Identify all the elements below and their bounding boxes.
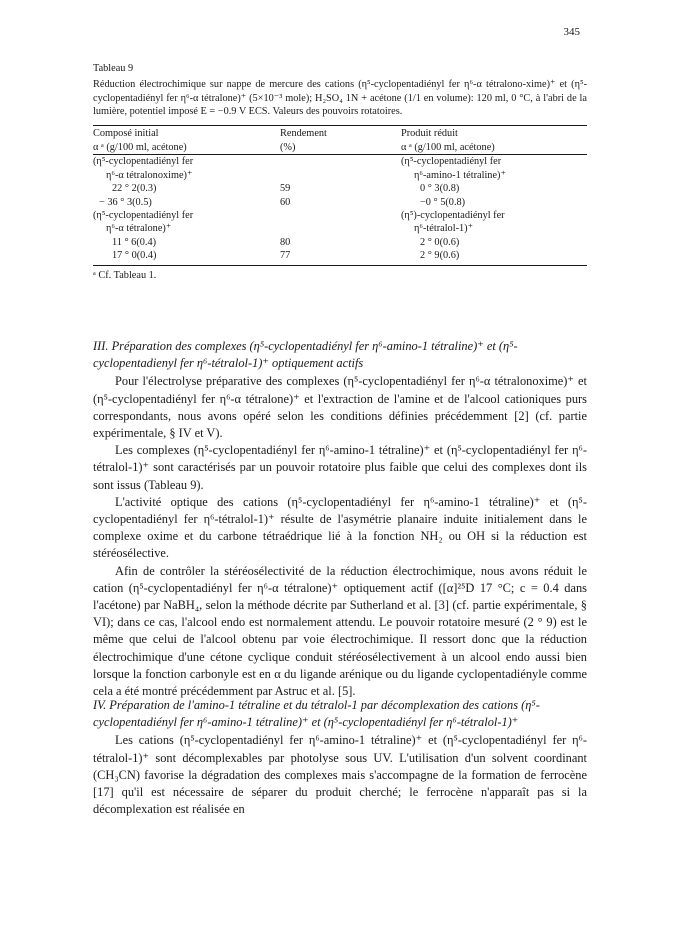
paragraph: L'activité optique des cations (η⁵-cyclopentadiényl fer η⁶-amino-1 tétraline)⁺ et (η⁵-cyclopentadiényl fer η⁶-tétralol-1)⁺ résulte de l'asymétrie planaire induite initialement dans le complexe oxime et du carbone tétraédrique lié à la fonction NH₂ ou OH si la réduction est stéréosélective. <box>93 494 587 561</box>
table-cell: 59 <box>280 183 291 195</box>
header-cell: Produit réduit <box>401 125 587 140</box>
table-header-row <box>93 125 587 140</box>
section-iv <box>93 697 587 818</box>
table-cell: (η⁵)-cyclopentadiényl fer <box>401 210 505 222</box>
table-footnote: ᵃ Cf. Tableau 1. <box>93 269 157 281</box>
table-header-row <box>93 140 587 155</box>
table-cell: 17 ° 0(0.4) <box>93 249 280 265</box>
table-cell: 80 <box>280 236 291 248</box>
table-cell: 11 ° 6(0.4) <box>112 236 157 248</box>
table-cell <box>280 169 401 182</box>
section-heading: IV. Préparation de l'amino-1 tétraline et du tétralol-1 par décomplexation des cations (η⁵-cyclopentadiényl fer η⁶-amino-1 tétraline)⁺ et (η⁵-cyclopentadiényl fer η⁶-tétralol-1)⁺ <box>93 698 540 730</box>
table-row <box>93 182 587 195</box>
table-row <box>93 169 587 182</box>
table-row <box>93 155 587 169</box>
table-row <box>93 209 587 222</box>
header-cell: (%) <box>280 140 401 155</box>
table-cell: η⁶-amino-1 tétraline)⁺ <box>414 169 506 181</box>
table-caption: Réduction électrochimique sur nappe de mercure des cations (η⁵-cyclopentadiényl fer η⁶-α tétralono-xime)⁺ et (η⁵-cyclopentadiényl fer η⁶-α tétralone)⁺ (5×10⁻³ mole); H₂SO₄ 1N + acétone (1/1 en volume): 120 ml, 0 °C, à l'abri de la lumière, potentiel imposé E = −0.9 V ECS. Valeurs des pouvoirs rotatoires. <box>93 79 587 118</box>
paragraph: Afin de contrôler la stéréosélectivité de la réduction électrochimique, nous avons réduit le cation (η⁵-cyclopentadiényl fer η⁶-α tétralone)⁺ optiquement actif ([α]²⁵D 17 °C; c = 0.4 dans l'acétone) par NaBH₄, selon la méthode décrite par Sutherland et al. [3] (cf. partie expérimentale, § VI); dans ce cas, l'alcool endo est normalement attendu. Le pouvoir rotatoire mesuré (2 ° 9) est le même que celui de l'alcool obtenu par voie électrochimique. Il ressort donc que la réduction électrochimique d'une cétone cyclique conduit stéréosélectivement à un alcool endo aussi bien lorsque la fonction carbonyle est en α du ligande arénique ou du ligande cyclopentadiényle comme cela a été montré précédemment par Astruc et al. [5]. <box>93 563 587 699</box>
table-cell: (η⁵-cyclopentadiényl fer <box>93 156 194 168</box>
table-cell: η⁶-α tétralone)⁺ <box>106 223 172 235</box>
table-cell: 0 ° 3(0.8) <box>420 183 460 195</box>
table-cell: (η⁵-cyclopentadiényl fer <box>93 210 194 222</box>
section-heading: III. Préparation des complexes (η⁵-cyclopentadiényl fer η⁶-amino-1 tétraline)⁺ et (η⁵-cyclopentadienyl fer η⁶-tétralol-1)⁺ optiquement actifs <box>93 339 518 371</box>
table-cell <box>280 209 401 222</box>
header-cell: α ᵃ (g/100 ml, acétone) <box>401 140 587 155</box>
table-cell: η⁶-tétralol-1)⁺ <box>414 223 474 235</box>
header-cell: α ᵃ (g/100 ml, acétone) <box>93 140 280 155</box>
table-row <box>93 222 587 235</box>
table-cell: 22 ° 2(0.3) <box>112 183 157 195</box>
table-cell: 77 <box>280 249 401 265</box>
table-cell <box>280 155 401 169</box>
header-cell: Composé initial <box>93 125 280 140</box>
header-cell: Rendement <box>280 125 401 140</box>
table-cell: − 36 ° 3(0.5) <box>99 196 152 208</box>
table-cell: 2 ° 9(0.6) <box>401 249 587 265</box>
table-cell: 2 ° 0(0.6) <box>420 236 460 248</box>
table-cell <box>280 222 401 235</box>
table-row <box>93 196 587 209</box>
table-row <box>93 249 587 265</box>
table-cell: −0 ° 5(0.8) <box>420 196 466 208</box>
paragraph: Pour l'électrolyse préparative des complexes (η⁵-cyclopentadiényl fer η⁶-α tétralonoxime)⁺ et (η⁵-cyclopentadiényl fer η⁶-α tétralone)⁺ et l'extraction de l'amine et de l'alcool cationiques purs correspondants, nous avons opéré selon les conditions définies précédemment [2] (cf. partie expérimentale, § IV et V). <box>93 374 587 441</box>
table-row <box>93 236 587 249</box>
table-cell: η⁶-α tétralonoxime)⁺ <box>106 169 193 181</box>
table-title: Tableau 9 <box>93 63 134 74</box>
page-number: 345 <box>563 26 580 38</box>
paragraph: Les complexes (η⁵-cyclopentadiényl fer η⁶-amino-1 tétraline)⁺ et (η⁵-cyclopentadiényl fer η⁶-tétralol-1)⁺ sont caractérisés par un pouvoir rotatoire plus faible que celui des complexes dont ils sont issus (Tableau 9). <box>93 443 587 492</box>
data-table <box>93 125 587 266</box>
table-9 <box>93 62 587 282</box>
section-iii <box>93 338 587 700</box>
table-cell: (η⁵-cyclopentadiényl fer <box>401 156 502 168</box>
paragraph: Les cations (η⁵-cyclopentadiényl fer η⁶-amino-1 tétraline)⁺ et (η⁵-cyclopentadiényl fer η⁶-tétralol-1)⁺ sont décomplexables par photolyse sous UV. L'utilisation d'un solvent coordinant (CH₃CN) favorise la dégradation des complexes mais s'accompagne de la formation de ferrocène [17] qu'il est nécessaire de séparer du produit cherché; le ferrocène n'apparaît pas si la décomplexation est réalisée en <box>93 733 587 817</box>
table-cell: 60 <box>280 196 291 208</box>
